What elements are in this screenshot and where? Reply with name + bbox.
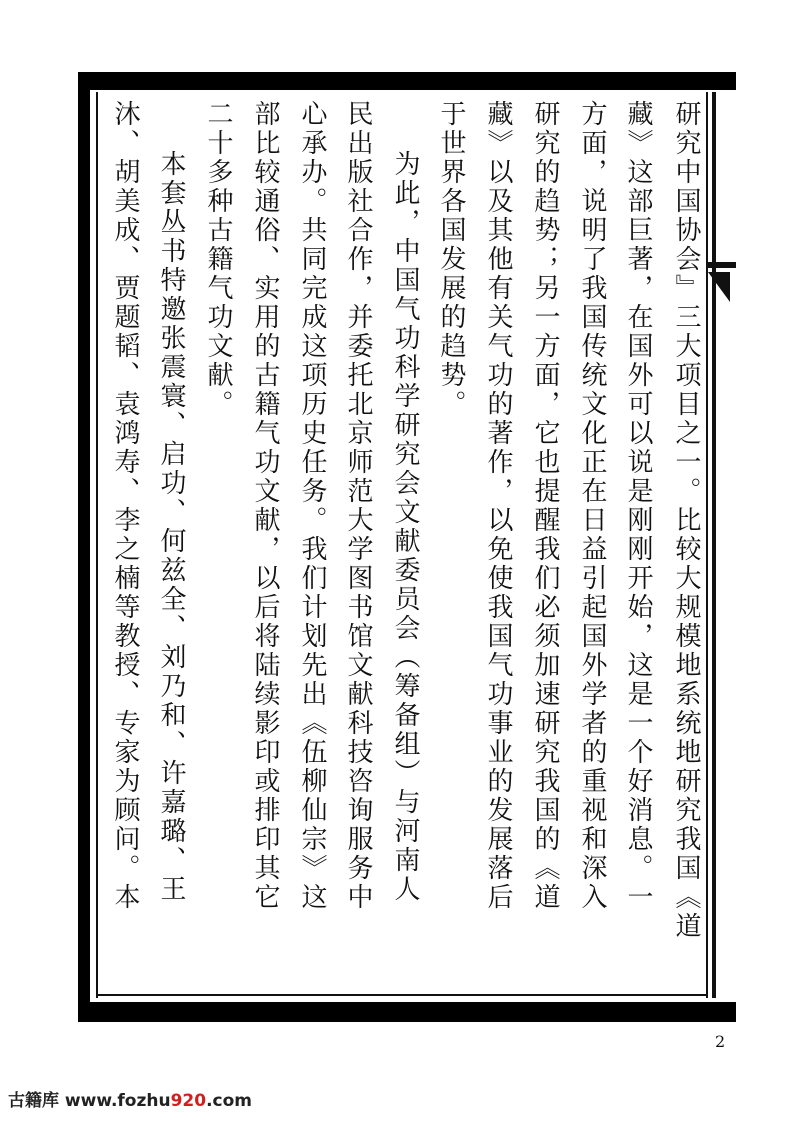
text-column-11: 二十多种古籍气功文献。 bbox=[203, 100, 233, 419]
watermark-suffix: .com bbox=[206, 1091, 253, 1111]
frame-line-left bbox=[96, 92, 98, 998]
scan-border-left bbox=[78, 72, 90, 1022]
text-column-4: 研究的趋势；另一方面，它也提醒我们必须加速研究我国的《道 bbox=[530, 100, 560, 912]
text-column-5: 藏》以及其他有关气功的著作，以免使我国气功事业的发展落后 bbox=[483, 100, 513, 912]
scan-border-top bbox=[78, 72, 736, 90]
text-column-6: 于世界各国发展的趋势。 bbox=[436, 100, 466, 419]
frame-line-right-thick bbox=[712, 92, 716, 998]
text-column-3: 方面，说明了我国传统文化正在日益引起国外学者的重视和深入 bbox=[577, 100, 607, 912]
watermark-prefix: 古籍库 www.fozhu bbox=[8, 1091, 171, 1111]
scan-edge-mark bbox=[706, 262, 736, 268]
page-number: 2 bbox=[715, 1032, 726, 1051]
watermark-highlight: 920 bbox=[170, 1091, 207, 1111]
text-column-2: 藏》这部巨著，在国外可以说是刚刚开始，这是一个好消息。一 bbox=[623, 100, 653, 912]
text-column-9: 心承办。共同完成这项历史任务。我们计划先出《伍柳仙宗》这 bbox=[297, 100, 327, 912]
text-column-7: 为此，中国气功科学研究会文献委员会（筹备组）与河南人 bbox=[390, 150, 420, 904]
text-column-12: 本套丛书特邀张震寰、启功、何兹全、刘乃和、许嘉璐、王 bbox=[156, 150, 186, 904]
text-column-13: 沐、胡美成、贾题韬、袁鸿寿、李之楠等教授、专家为顾问。本 bbox=[110, 100, 140, 912]
scan-edge-mark-wedge bbox=[708, 272, 730, 302]
site-watermark[interactable] bbox=[8, 1086, 252, 1111]
text-column-8: 民出版社合作，并委托北京师范大学图书馆文献科技咨询服务中 bbox=[343, 100, 373, 912]
frame-line-right bbox=[706, 92, 708, 998]
text-column-10: 部比较通俗、实用的古籍气功文献，以后将陆续影印或排印其它 bbox=[250, 100, 280, 912]
text-column-1: 研究中国协会』三大项目之一。比较大规模地系统地研究我国《道 bbox=[671, 100, 701, 941]
